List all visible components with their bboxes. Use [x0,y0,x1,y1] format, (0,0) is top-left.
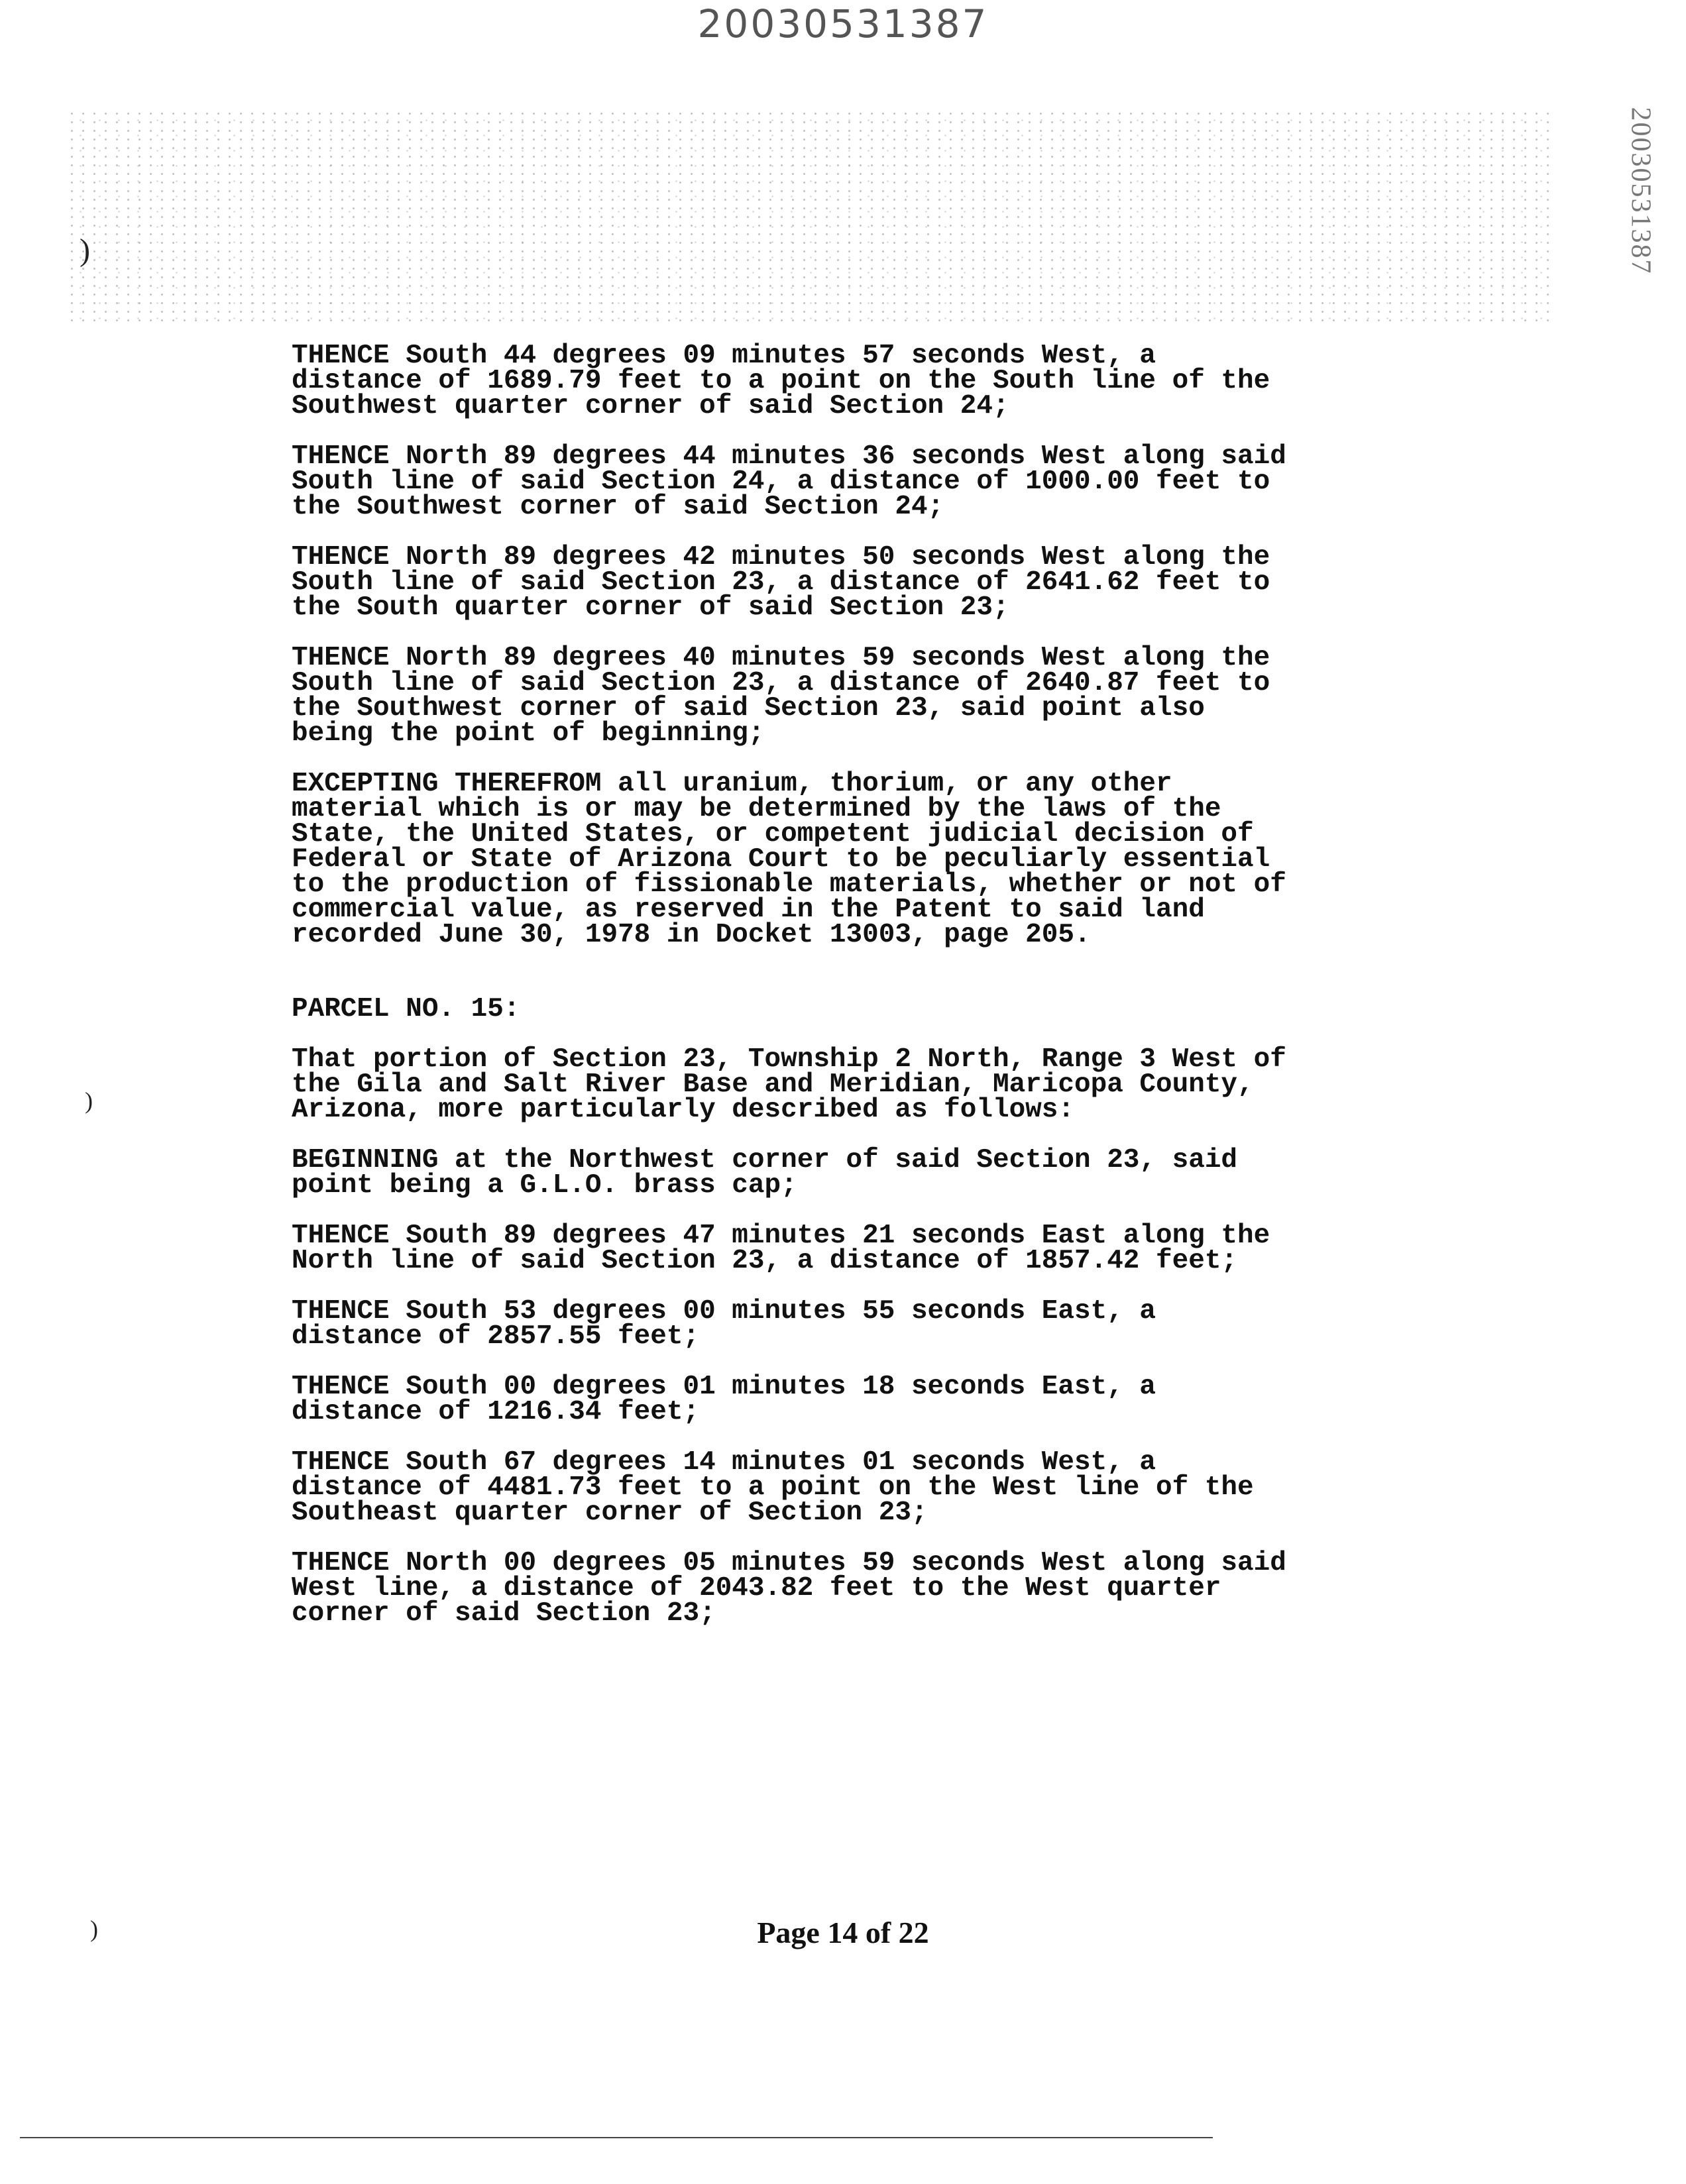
paragraph: EXCEPTING THEREFROM all uranium, thorium, or any other material which is or may be determined by the laws of the State, the United States, or competent judicial decision of Federal or State of Arizona Court to be peculiarly essential to the production of fissionable materials, whether or not of commercial value, as reserved in the Patent to said land recorded June 30, 1978 in Docket 13003, page 205. [292,769,1286,950]
margin-mark: ) [90,1916,98,1942]
margin-mark: ) [85,1087,93,1114]
paragraph: That portion of Section 23, Township 2 North, Range 3 West of the Gila and Salt River Base and Meridian, Maricopa County, Arizona, more particularly described as follows: [292,1044,1286,1125]
side-stamp [1617,85,1663,297]
paragraph: THENCE South 44 degrees 09 minutes 57 seconds West, a distance of 1689.79 feet to a point on the South line of the Southwest quarter corner of said Section 24; [292,341,1270,421]
paragraph: THENCE South 00 degrees 01 minutes 18 seconds East, a distance of 1216.34 feet; [292,1372,1156,1427]
side-stamp-text: 20030531387 [1625,107,1656,275]
page-number: Page 14 of 22 [757,1916,929,1949]
parcel-heading: PARCEL NO. 15: [292,994,520,1024]
paragraph: THENCE South 67 degrees 14 minutes 01 seconds West, a distance of 4481.73 feet to a point on the West line of the Southeast quarter corner of Section 23; [292,1447,1254,1528]
paragraph: THENCE South 89 degrees 47 minutes 21 seconds East along the North line of said Section 23, a distance of 1857.42 feet; [292,1221,1270,1276]
paragraph: THENCE North 00 degrees 05 minutes 59 seconds West along said West line, a distance of 2043.82 feet to the West quarter corner of said Section 23; [292,1548,1286,1629]
paragraph: THENCE South 53 degrees 00 minutes 55 seconds East, a distance of 2857.55 feet; [292,1296,1156,1352]
paragraph: BEGINNING at the Northwest corner of said Section 23, said point being a G.L.O. brass cap; [292,1145,1238,1201]
legal-description [292,341,1392,1629]
paragraph: THENCE North 89 degrees 42 minutes 50 seconds West along the South line of said Section 23, a distance of 2641.62 feet to the South quarter corner of said Section 23; [292,542,1270,623]
paragraph: THENCE North 89 degrees 44 minutes 36 seconds West along said South line of said Section 24, a distance of 1000.00 feet to the Southwest corner of said Section 24; [292,441,1286,522]
scan-noise [66,109,1557,328]
margin-mark: ) [80,233,90,268]
bottom-divider [20,2137,1213,2138]
document-number: 20030531387 [697,1,989,46]
paragraph: THENCE North 89 degrees 40 minutes 59 seconds West along the South line of said Section 23, a distance of 2640.87 feet to the Southwest corner of said Section 23, said point also being the point of beginning; [292,643,1270,749]
